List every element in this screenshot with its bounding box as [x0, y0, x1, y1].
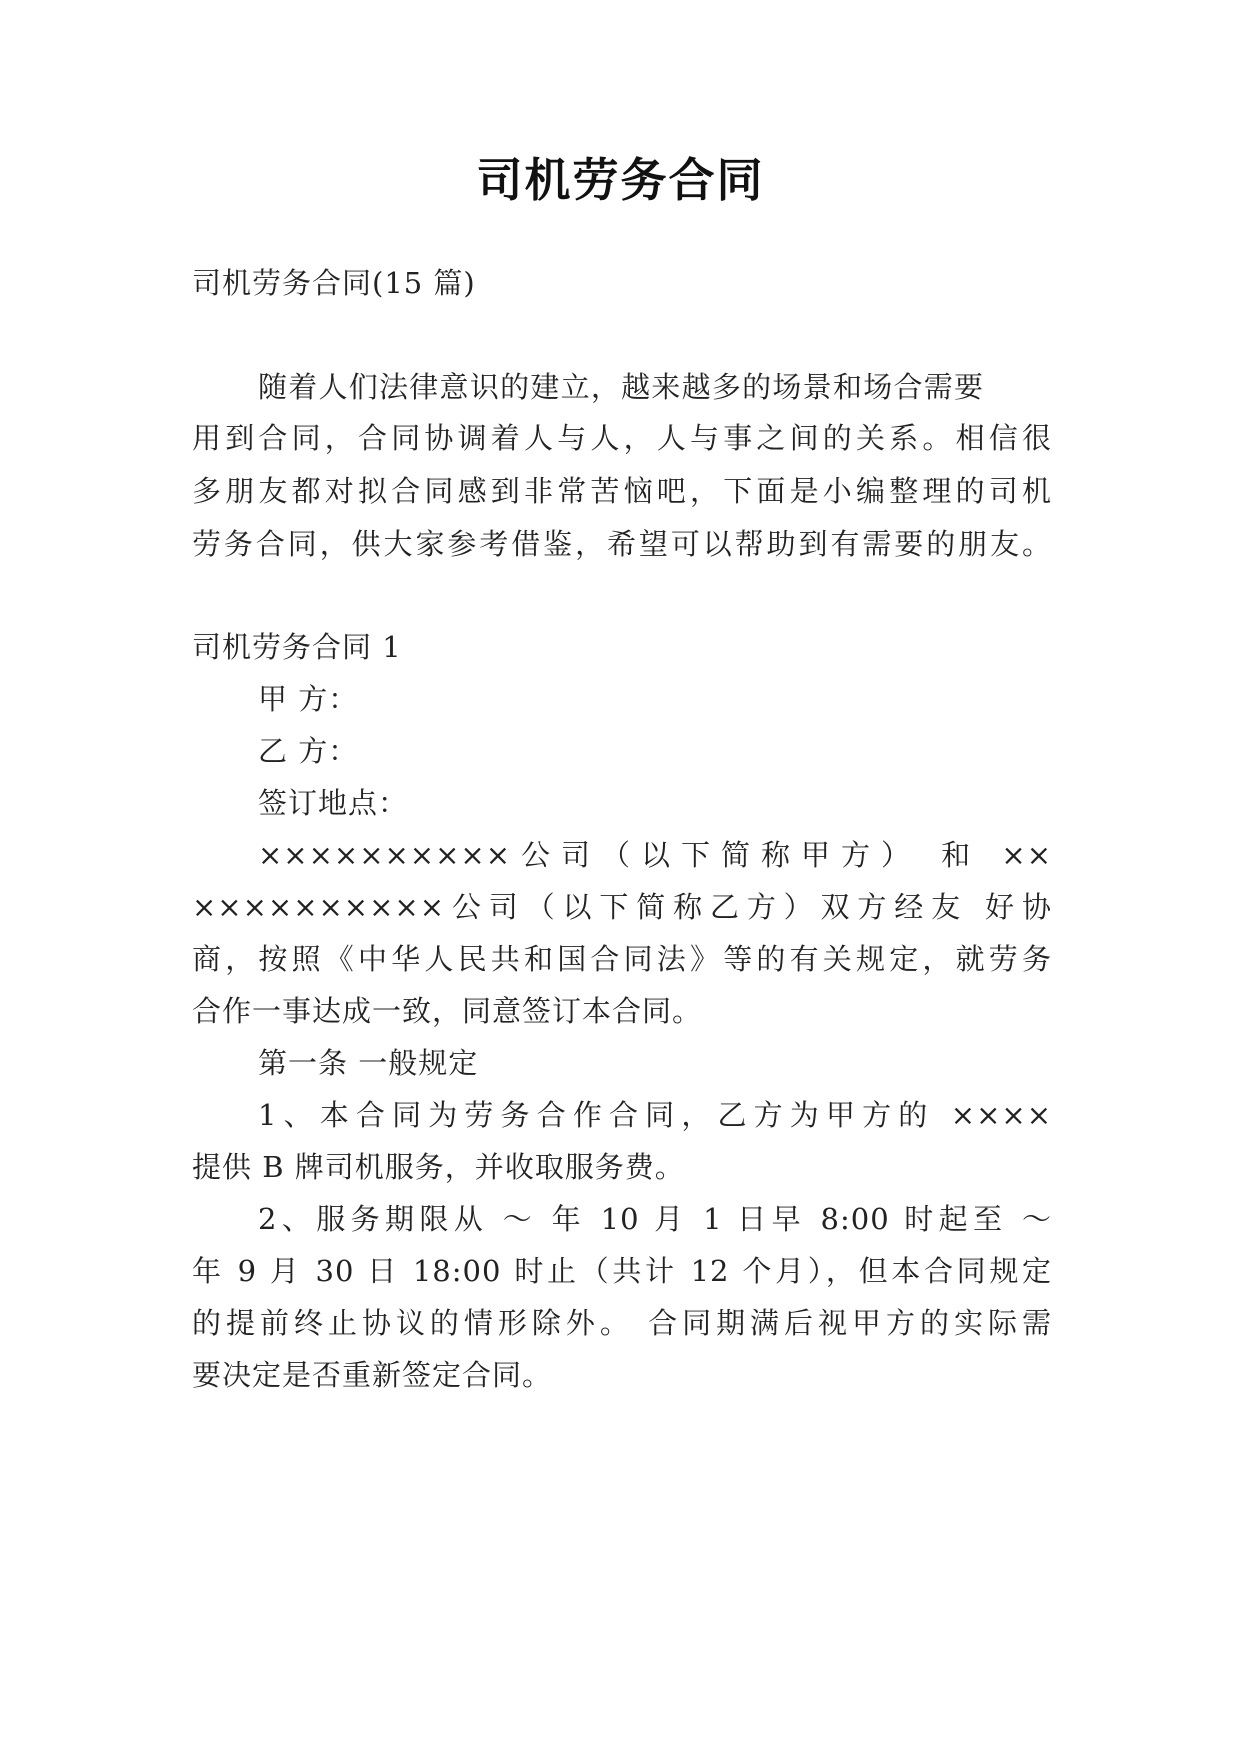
- clause-1-line-1: 1、本合同为劳务合作合同，乙方为甲方的 ××××: [258, 1098, 1052, 1132]
- party-a-label: 甲 方：: [258, 682, 359, 716]
- intro-line-3: 多朋友都对拟合同感到非常苦恼吧，下面是小编整理的司机: [192, 474, 1052, 508]
- preamble-line-4: 合作一事达成一致，同意签订本合同。: [192, 994, 703, 1028]
- clause-2-line-4: 要决定是否重新签定合同。: [192, 1358, 553, 1392]
- clause-2-line-3: 的提前终止协议的情形除外。 合同期满后视甲方的实际需: [192, 1306, 1052, 1340]
- preamble-line-3: 商，按照《中华人民共和国合同法》等的有关规定，就劳务: [192, 942, 1052, 976]
- document-subtitle: 司机劳务合同(15 篇): [192, 266, 476, 300]
- intro-line-4: 劳务合同，供大家参考借鉴，希望可以帮助到有需要的朋友。: [192, 527, 1052, 561]
- article-1-heading: 第一条 一般规定: [258, 1046, 479, 1080]
- section-heading: 司机劳务合同 1: [192, 630, 402, 664]
- party-b-label: 乙 方：: [258, 734, 359, 768]
- signing-place-label: 签订地点：: [258, 786, 409, 820]
- intro-line-1: 随着人们法律意识的建立，越来越多的场景和场合需要: [258, 370, 984, 404]
- clause-2-line-1: 2、服务期限从 ～ 年 10 月 1 日早 8:00 时起至 ～: [258, 1202, 1052, 1236]
- document-title: 司机劳务合同: [476, 153, 765, 207]
- clause-2-line-2: 年 9 月 30 日 18:00 时止（共计 12 个月），但本合同规定: [192, 1254, 1052, 1288]
- preamble-line-2: ××××××××××公司（以下简称乙方）双方经友 好协: [192, 890, 1052, 924]
- preamble-line-1: ××××××××××公司（以下简称甲方） 和 ××: [258, 838, 1052, 872]
- clause-1-line-2: 提供 B 牌司机服务，并收取服务费。: [192, 1150, 685, 1184]
- intro-line-2: 用到合同，合同协调着人与人，人与事之间的关系。相信很: [192, 421, 1052, 455]
